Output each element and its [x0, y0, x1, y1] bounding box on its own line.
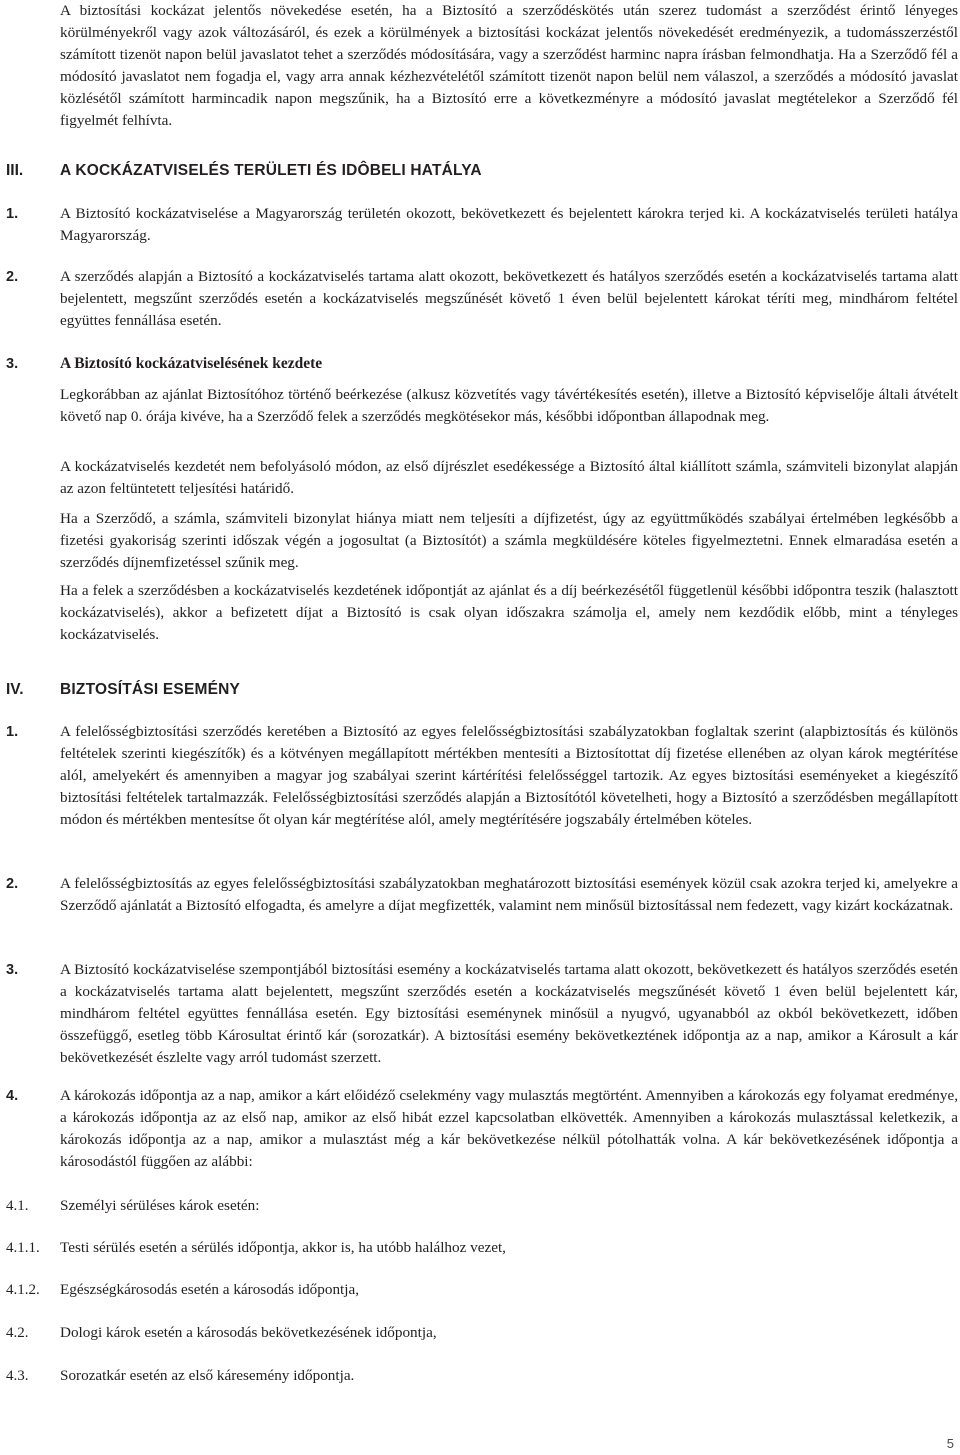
- page-number: 5: [946, 1436, 954, 1451]
- subitem-number: 4.1.2.: [6, 1282, 40, 1298]
- item-number: 2.: [6, 269, 19, 285]
- paragraph: Ha a Szerződő, a számla, számviteli bizonylat hiánya miatt nem teljesíti a díjfizetést, úgy az együttműködés szabályai értelmében legkésőbb a fizetési gyakoriság szerinti időszak végén a jogosultat (a Biztosítót) a számla megküldésére köteles figyelmeztetni. Ennek elmaradása esetén a szerződés díjnemfizetéssel szűnik meg.: [60, 510, 958, 571]
- section-4-item-2: [0, 873, 960, 917]
- subitem-number: 4.1.: [6, 1198, 29, 1214]
- item-number: 1.: [6, 724, 19, 740]
- section-4-heading: [0, 679, 960, 701]
- item-number: 2.: [6, 876, 19, 892]
- item-number: 3.: [6, 962, 19, 978]
- item-heading: A Biztosító kockázatviselésének kezdete: [60, 355, 323, 372]
- subitem-text: Személyi sérüléses károk esetén:: [60, 1197, 260, 1214]
- section-3-item-3-para-4: [0, 580, 960, 646]
- item-number: 1.: [6, 206, 19, 222]
- item-number: 3.: [6, 356, 19, 372]
- section-3-number: III.: [6, 162, 24, 179]
- paragraph: Legkorábban az ajánlat Biztosítóhoz történő beérkezése (alkusz közvetítés vagy távértékesítés esetén), illetve a Biztosító képviselője általi átvételt követő nap 0. órája kivéve, ha a Szerződő felek a szerződés megkötésekor más, későbbi időpontban állapodnak meg.: [60, 386, 958, 425]
- section-3-item-1: [0, 203, 960, 247]
- section-3-item-3-para-2: [0, 456, 960, 500]
- item-text: A felelősségbiztosítási szerződés keretében a Biztosító az egyes felelősségbiztosítási szabályzatokban foglaltak szerint (alapbiztosítás és különös feltételek szerinti kiegészítők) és a kötvényen megállapított mértékben mentesíti a Biztosítottat díj fizetése ellenében az olyan károk megtérítése alól, amelyekért és amennyiben a magyar jog szabályai szerint kártérítési felelősséggel tartozik. Az egyes biztosítási eseményeket a kiegészítő biztosítási feltételek tartalmazzák. Felelősségbiztosítási szerződés alapján a Biztosítótól követelheti, hogy a Biztosító a szerződésben megállapított módon és mértékben mentesítse őt olyan kár megtérítése alól, amely megtérítésére jogszabály értelmében köteles.: [60, 723, 958, 828]
- section-4-subitem-4-2: [0, 1322, 960, 1344]
- item-number: 4.: [6, 1088, 19, 1104]
- item-text: A felelősségbiztosítás az egyes felelősségbiztosítási szabályzatokban meghatározott biztosítási események közül csak azokra terjed ki, amelyekre a Szerződő ajánlatát a Biztosító elfogadta, és amelyre a díjat megfizették, valamint nem minősül biztosítással nem fedezett, vagy kizárt kockázatnak.: [60, 875, 958, 914]
- subitem-number: 4.2.: [6, 1325, 29, 1341]
- subitem-text: Sorozatkár esetén az első káresemény időpontja.: [60, 1367, 355, 1384]
- section-3-item-3-para-1: [0, 384, 960, 428]
- subitem-text: Dologi károk esetén a károsodás bekövetkezésének időpontja,: [60, 1324, 437, 1341]
- section-4-item-3: [0, 959, 960, 1069]
- item-text: A károkozás időpontja az a nap, amikor a kárt előidéző cselekmény vagy mulasztás megtörtént. Amennyiben a károkozás egy folyamat eredménye, a károkozás időpontja az az első nap, amikor az első hibát ezzel kapcsolatban elkövették. Amennyiben a károkozás mulasztással keletkezik, a károkozás időpontja az a nap, amikor a mulasztást még a kár bekövetkezése nélkül pótolhatták volna. A kár bekövetkezésének időpontja a károsodástól függően az alábbi:: [60, 1087, 958, 1170]
- subitem-text: Egészségkárosodás esetén a károsodás időpontja,: [60, 1281, 360, 1298]
- section-4-subitem-4-1-1: [0, 1237, 960, 1259]
- section-4-title: BIZTOSÍTÁSI ESEMÉNY: [60, 681, 241, 698]
- section-4-item-4: [0, 1085, 960, 1173]
- item-text: A szerződés alapján a Biztosító a kockázatviselés tartama alatt okozott, bekövetkezett és hatályos szerződés esetén a kockázatviselés tartama alatt bejelentett, megszűnt szerződés esetén a kockázatviselés megszűnését követő 1 éven belül bejelentett károkat téríti meg, mindhárom feltétel együttes fennállása esetén.: [60, 268, 958, 329]
- section-4-subitem-4-1-2: [0, 1279, 960, 1301]
- section-4-subitem-4-1: [0, 1195, 960, 1217]
- section-3-item-3-para-3: [0, 508, 960, 574]
- paragraph: Ha a felek a szerződésben a kockázatviselés kezdetének időpontját az ajánlat és a díj beérkezésétől függetlenül későbbi időpontra teszik (halasztott kockázatviselés), akkor a befizetett díjat a Biztosító is csak olyan időszakra számolja el, amely nem kezdődik előbb, mint a tényleges kockázatviselés.: [60, 582, 958, 643]
- section-3-item-3: [0, 353, 960, 375]
- section-4-subitem-4-3: [0, 1365, 960, 1387]
- subitem-number: 4.3.: [6, 1368, 29, 1384]
- section-3-heading: [0, 160, 960, 182]
- subitem-text: Testi sérülés esetén a sérülés időpontja, akkor is, ha utóbb halálhoz vezet,: [60, 1239, 506, 1256]
- item-text: A Biztosító kockázatviselése szempontjából biztosítási esemény a kockázatviselés tartama alatt okozott, bekövetkezett és hatályos szerződés esetén a kockázatviselés tartama alatt bejelentett, megszűnt szerződés esetén a kockázatviselés megszűnését követő 1 éven belül bejelentett kár, mindhárom feltétel együttes fennállása esetén. Egy biztosítási eseménynek minősül a nyugvó, ugyanabból az okból bekövetkezett, időben összefüggő, esetleg több Károsultat érintő kár (sorozatkár). A biztosítási esemény bekövetkeztének időpontja az a nap, amikor a Károsult a kár bekövetkezését észlelte vagy arról tudomást szerzett.: [60, 961, 958, 1066]
- subitem-number: 4.1.1.: [6, 1240, 40, 1256]
- section-4-item-1: [0, 721, 960, 831]
- section-3-title: A KOCKÁZATVISELÉS TERÜLETI ÉS IDÔBELI HATÁLYA: [60, 162, 482, 179]
- item-text: A Biztosító kockázatviselése a Magyarország területén okozott, bekövetkezett és bejelentett károkra terjed ki. A kockázatviselés területi hatálya Magyarország.: [60, 205, 958, 244]
- paragraph: A kockázatviselés kezdetét nem befolyásoló módon, az első díjrészlet esedékessége a Biztosító által kiállított számla, számviteli bizonylat alapján az azon feltüntetett teljesítési határidő.: [60, 458, 958, 497]
- section-3-item-2: [0, 266, 960, 332]
- intro-block: [0, 0, 960, 132]
- intro-paragraph: A biztosítási kockázat jelentős növekedése esetén, ha a Biztosító a szerződéskötés után szerez tudomást a szerződést érintő lényeges körülményekről vagy azok változásáról, és ezek a körülmények a biztosítási kockázat jelentős növekedését eredményezik, a tudomásszerzéstől számított tizenöt napon belül javaslatot tehet a szerződés módosítására, vagy a szerződést harminc napra írásban felmondhatja. Ha a Szerződő fél a módosító javaslatot nem fogadja el, vagy arra annak kézhezvételétől számított tizenöt napon belül nem válaszol, a szerződés a módosító javaslat közlésétől számított harmincadik napon megszűnik, ha a Biztosító erre a következményre a módosító javaslat megtételekor a Szerződő fél figyelmét felhívta.: [60, 2, 958, 129]
- section-4-number: IV.: [6, 681, 24, 698]
